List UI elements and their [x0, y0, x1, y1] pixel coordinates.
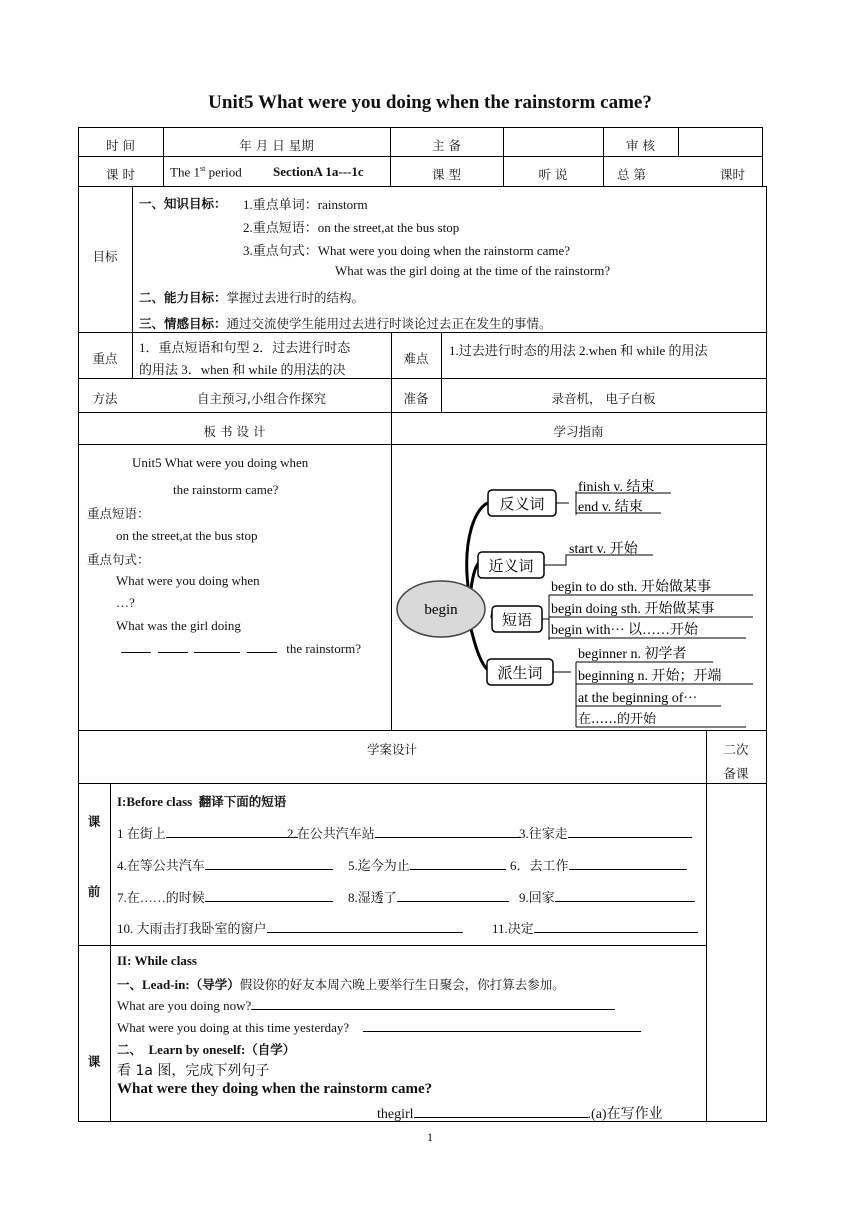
plan-header: 学案设计	[366, 742, 417, 757]
board-line-1: Unit5 What were you doing when	[132, 455, 309, 470]
list-item: 1 在街上	[117, 823, 298, 842]
type-label: 课 型	[432, 167, 461, 182]
board-line-7: …?	[116, 595, 135, 610]
list-item: 3.往家走	[519, 823, 692, 842]
mind-map-branch-derivative-label: 派生词	[497, 664, 543, 682]
mind-map-branch-antonym-label: 反义词	[499, 495, 545, 513]
mind-map-derivative-4: 在……的开始	[578, 712, 657, 727]
list-item: 8.湿透了	[348, 887, 509, 906]
girl-sentence: thegirl .(a)在写作业	[377, 1107, 663, 1122]
mind-map-synonym: start v. 开始	[569, 542, 638, 557]
mind-map-derivative-3: at the beginning of···	[578, 691, 698, 706]
board-header: 板 书 设 计	[203, 424, 266, 439]
rule	[78, 783, 766, 784]
prep-value: 录音机， 电子白板	[551, 391, 656, 406]
mind-map-derivative-1: beginner n. 初学者	[578, 647, 687, 662]
knowledge-goal-1: 1.重点单词：rainstorm	[243, 197, 368, 212]
list-item: 9.回家	[519, 887, 695, 906]
list-item: 10. 大雨击打我卧室的窗户	[117, 918, 463, 937]
page-title: Unit5 What were you doing when the rainstorm came?	[208, 92, 652, 113]
before-class-label-2: 前	[87, 884, 101, 899]
list-item: 11.决定	[492, 918, 698, 937]
before-class-label-1: 课	[87, 814, 101, 829]
key-line-2: 的用法 3．when 和 while 的用法的决	[139, 362, 346, 377]
date-fields: 年 月 日 星期	[239, 138, 314, 153]
while-class-title: II: While class	[117, 953, 197, 968]
rule	[78, 945, 706, 946]
difficulty-text: 1.过去进行时态的用法 2.when 和 while 的用法	[449, 343, 708, 358]
learn-by-oneself: 二、 Learn by oneself:（自学）	[117, 1042, 296, 1057]
knowledge-goal-4: What was the girl doing at the time of the rainstorm?	[335, 263, 611, 278]
guide-header: 学习指南	[553, 424, 604, 439]
difficulty-label: 难点	[403, 351, 429, 366]
method-value: 自主预习,小组合作探究	[197, 391, 326, 406]
table-border-right-top	[762, 127, 763, 186]
rule	[78, 332, 766, 333]
reviewer-label: 审 核	[626, 138, 655, 153]
goals-label: 目标	[92, 249, 118, 264]
rule	[678, 127, 679, 156]
total-unit: 课时	[720, 167, 746, 182]
knowledge-goal-2: 2.重点短语：on the street,at the bus stop	[243, 220, 460, 235]
rule	[78, 378, 766, 379]
mind-map-derivative-2: beginning n. 开始；开端	[578, 669, 722, 684]
big-question: What were they doing when the rainstorm came?	[117, 1081, 433, 1097]
board-line-9: the rainstorm?	[121, 640, 361, 657]
page-number: 1	[427, 1130, 433, 1144]
host-label: 主 备	[432, 138, 461, 153]
mind-map-antonym-2: end v. 结束	[578, 500, 643, 515]
knowledge-goal-heading: 一、知识目标：	[139, 196, 227, 211]
in-class-label: 课	[87, 1054, 101, 1069]
list-item: 7.在……的时候	[117, 887, 333, 906]
rule	[78, 412, 766, 413]
rule	[78, 156, 762, 157]
key-line-1: 1．重点短语和句型 2．过去进行时态	[139, 340, 351, 355]
rule	[110, 783, 111, 1121]
section-value: SectionA 1a---1c	[273, 164, 364, 179]
rule	[78, 730, 766, 731]
method-label: 方法	[92, 391, 118, 406]
second-prep-label-1: 二次	[723, 742, 749, 757]
prep-label: 准备	[403, 391, 429, 406]
knowledge-goal-3: 3.重点句式：What were you doing when the rainstorm came?	[243, 243, 571, 258]
time-label: 时 间	[106, 138, 135, 153]
mind-map-antonym-1: finish v. 结束	[578, 480, 655, 495]
mind-map-branch-phrase-label: 短语	[501, 611, 533, 629]
table-border-left	[78, 127, 79, 1122]
rule	[706, 730, 707, 1121]
ability-goal: 二、能力目标：掌握过去进行时的结构。	[139, 290, 365, 305]
before-class-title: I:Before class 翻译下面的短语	[117, 794, 287, 809]
mind-map-phrase-1: begin to do sth. 开始做某事	[551, 580, 711, 595]
mind-map-branch-synonym-label: 近义词	[488, 557, 534, 575]
total-label: 总 第	[617, 167, 646, 182]
board-line-3: 重点短语：	[87, 506, 150, 521]
lead-in: 一、Lead-in:（导学）假设你的好友本周六晚上要举行生日聚会，你打算去参加。	[117, 977, 565, 992]
list-item: 2.在公共汽车站	[287, 823, 521, 842]
board-line-2: the rainstorm came?	[173, 482, 279, 497]
rule	[78, 186, 766, 187]
lesson-label: 课 时	[106, 167, 135, 182]
list-item: 4.在等公共汽车	[117, 855, 333, 874]
mind-map-branch-derivative	[471, 629, 488, 670]
list-item: 5.迄今为止	[348, 855, 506, 874]
question-1: What are you doing now?	[117, 997, 615, 1014]
mind-map-center-label: begin	[424, 602, 458, 618]
mind-map-branch-antonym	[467, 502, 491, 594]
list-item: 6．去工作	[510, 855, 687, 874]
board-line-6: What were you doing when	[116, 573, 260, 588]
board-line-8: What was the girl doing	[116, 618, 241, 633]
mind-map-phrase-3: begin with··· 以……开始	[551, 623, 698, 638]
board-line-5: 重点句式：	[87, 552, 150, 567]
lesson-value: The 1st period	[170, 164, 242, 180]
mind-map-phrase-2: begin doing sth. 开始做某事	[551, 602, 715, 617]
mind-map	[391, 444, 766, 730]
rule	[78, 127, 762, 128]
second-prep-label-2: 备课	[723, 766, 749, 781]
table-border-right	[766, 186, 767, 1122]
rule	[132, 186, 133, 378]
emotion-goal: 三、情感目标：通过交流使学生能用过去进行时谈论过去正在发生的事情。	[139, 316, 552, 331]
type-value: 听 说	[538, 167, 568, 182]
question-2: What were you doing at this time yesterday?	[117, 1019, 641, 1036]
board-line-4: on the street,at the bus stop	[116, 528, 258, 543]
look-instruction: 看 1a 图，完成下列句子	[117, 1063, 270, 1079]
key-label: 重点	[92, 351, 118, 366]
